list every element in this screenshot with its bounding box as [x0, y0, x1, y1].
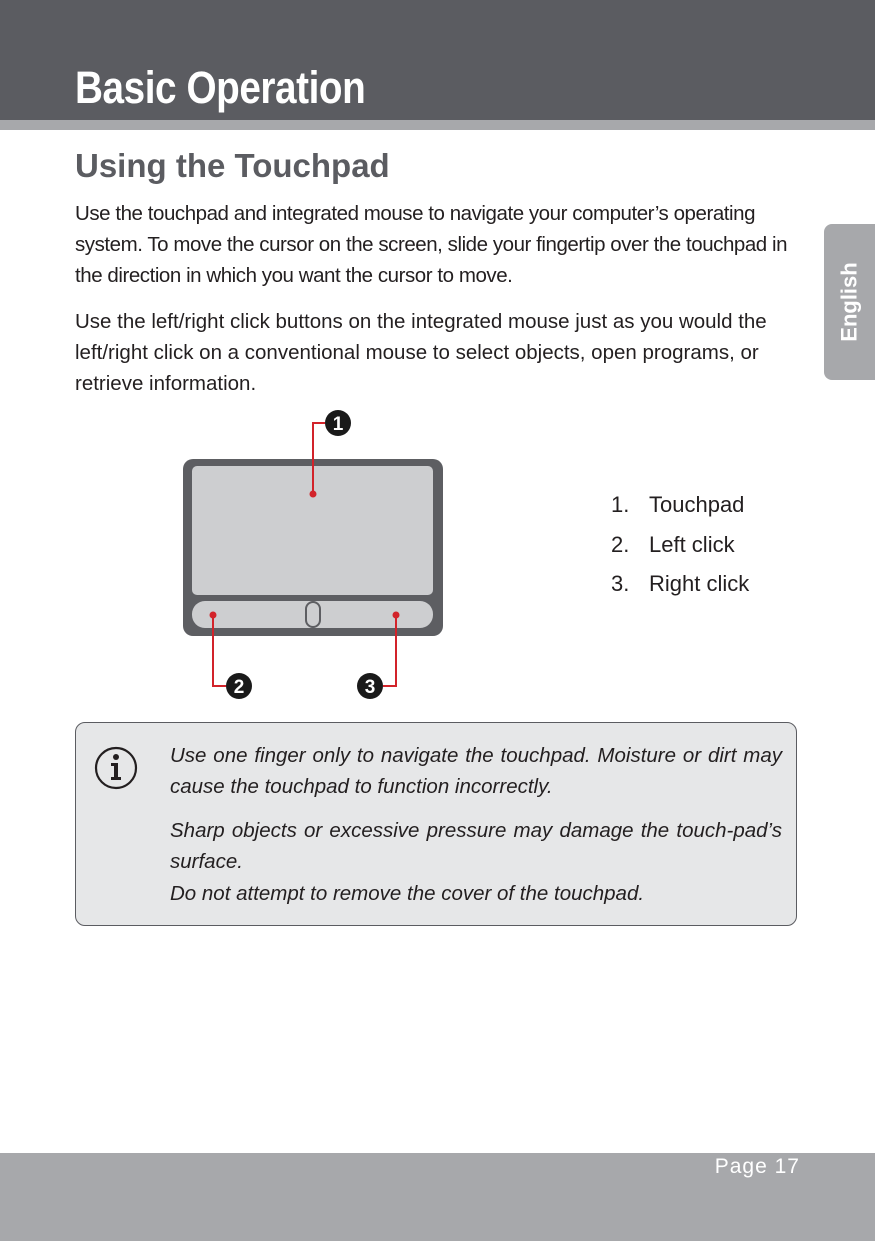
note-line: Do not attempt to remove the cover of the touchpad. [170, 882, 645, 905]
callout-3-number: 3 [364, 677, 376, 698]
section-heading: Using the Touchpad [75, 147, 390, 184]
legend-item [611, 487, 749, 527]
page-header-title: Basic Operation [75, 62, 366, 113]
legend-number: 1. [611, 492, 630, 517]
callout-1-dot [310, 491, 317, 498]
callout-3-dot [393, 612, 400, 619]
note-line: Use one finger only to navigate the touchpad. Moisture or dirt may cause the touchpad to function incorrectly. [170, 744, 782, 798]
legend-item [611, 527, 749, 567]
page-number: Page 17 [714, 1155, 800, 1178]
legend-label: Touchpad [649, 492, 745, 517]
legend-item [611, 566, 749, 606]
parts-legend [611, 487, 749, 606]
legend-label: Left click [649, 531, 735, 557]
note-line: Sharp objects or excessive pressure may damage the touch-pad’s surface. [170, 819, 782, 873]
legend-label: Right click [649, 571, 750, 596]
callout-2-dot [210, 612, 217, 619]
legend-number: 2. [611, 531, 630, 557]
language-tab-label: English [836, 262, 862, 342]
intro-paragraph: Use the touchpad and integrated mouse to navigate your computer’s operating system. To move the cursor on the screen, slide your fingertip over the touchpad in the direction in which you want the cursor to move. [75, 202, 788, 287]
callout-2-number: 2 [233, 677, 245, 698]
click-buttons-paragraph: Use the left/right click buttons on the integrated mouse just as you would the left/right click on a conventional mouse to select objects, open programs, or retrieve information. [75, 310, 767, 395]
button-divider [306, 602, 320, 627]
callout-1-number: 1 [332, 414, 344, 435]
info-icon [93, 745, 139, 791]
legend-number: 3. [611, 571, 630, 596]
